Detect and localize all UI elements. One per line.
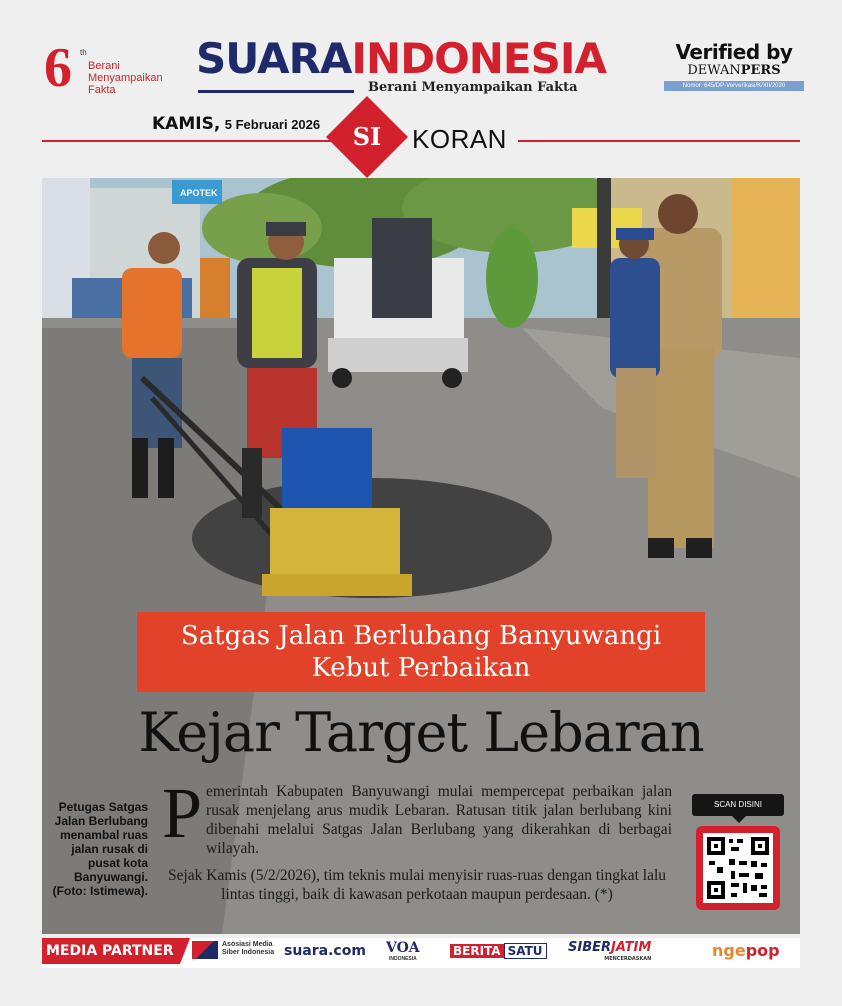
partner-suara[interactable]: suara.com — [284, 943, 366, 959]
date-day: KAMIS, — [152, 114, 221, 134]
date-value: 5 Februari 2026 — [224, 117, 321, 132]
verified-number: Nomor: 645/DP-Ververikasi/K/XII/2020 — [664, 81, 804, 91]
headline: Kejar Target Lebaran — [138, 701, 704, 764]
partner-jatim-text: JATIM — [611, 940, 652, 955]
anniversary-number: 6 — [44, 37, 72, 99]
media-partner-label: MEDIA PARTNER — [42, 938, 180, 964]
partner-voa-sub: INDONESIA — [388, 956, 417, 962]
verified-org-prefix: DEWAN — [687, 63, 741, 78]
partner-satu-text: SATU — [504, 943, 547, 959]
section-label: KORAN — [412, 124, 507, 154]
verified-title: Verified by — [675, 40, 793, 64]
anniversary-suffix: th — [80, 48, 87, 57]
kicker-line-1: Satgas Jalan Berlubang Banyuwangi — [180, 621, 662, 651]
qr-code-icon[interactable] — [703, 833, 773, 903]
anniversary-line-1: Berani — [88, 60, 120, 72]
masthead-word-suara: SUARA — [196, 34, 352, 83]
partner-amsi[interactable] — [192, 941, 292, 967]
verified-org — [664, 64, 804, 78]
partner-amsi-text: Asosiasi Media Siber Indonesia — [222, 941, 275, 956]
article-paragraph-1-text: emerintah Kabupaten Banyuwangi mulai mempercepat perbaikan jalan rusak menjelang arus mudik Lebaran. Ratusan titik jalan berlubang kini dibenahi melalui Satgas Jalan Berlubang yang dikerahkan di berbagai wilayah. — [206, 783, 672, 857]
anniversary-line-2: Menyampaikan — [88, 72, 163, 84]
anniversary-badge — [44, 37, 184, 100]
partner-beritasatu[interactable] — [450, 941, 547, 961]
masthead — [196, 34, 646, 104]
dateline-rule-left — [42, 140, 334, 142]
partner-ngepop[interactable] — [712, 938, 780, 964]
anniversary-line-3: Fakta — [88, 84, 116, 96]
pharmacy-sign-text: APOTEK — [180, 188, 218, 198]
partner-nge-text: nge — [712, 941, 746, 960]
partner-siber-sub: MENCERDASKAN — [604, 956, 652, 962]
dropcap: P — [162, 773, 203, 853]
kicker-box — [137, 612, 705, 692]
partner-voa-text: VOA — [386, 940, 420, 956]
masthead-logo — [196, 34, 606, 84]
si-logo-text: SI — [352, 122, 382, 151]
qr-code-block[interactable] — [692, 794, 784, 914]
masthead-word-indonesia: INDONESIA — [351, 34, 606, 83]
verified-org-suffix: PERS — [740, 63, 781, 78]
verified-badge — [664, 40, 804, 104]
dateline-rule-right — [518, 140, 800, 142]
qr-label: SCAN DISINI — [692, 794, 784, 816]
partner-siber-text: SIBER — [568, 940, 611, 955]
photo-caption: Petugas Satgas Jalan Berlubang menambal ruas jalan rusak di pusat kota Banyuwangi. (Foto: Istimewa). — [52, 800, 148, 898]
article-paragraph-1 — [162, 773, 672, 858]
partner-voa[interactable] — [386, 940, 420, 966]
masthead-rule — [198, 90, 354, 93]
kicker-line-2: Kebut Perbaikan — [311, 653, 531, 683]
masthead-tagline: Berani Menyampaikan Fakta — [368, 80, 578, 95]
amsi-logo-icon — [192, 941, 218, 959]
qr-frame[interactable] — [696, 826, 780, 910]
partner-siberjatim[interactable] — [568, 940, 651, 966]
dateline — [152, 114, 320, 134]
article-body — [162, 773, 672, 904]
article-paragraph-2: Sejak Kamis (5/2/2026), tim teknis mulai menyisir ruas-ruas dengan tingkat lalu lintas tinggi, baik di kawasan perkotaan maupun perdesaan. (*) — [167, 867, 667, 903]
partner-berita-text: BERITA — [450, 944, 504, 958]
partner-pop-text: pop — [745, 941, 780, 960]
media-partner-bar — [42, 938, 800, 968]
